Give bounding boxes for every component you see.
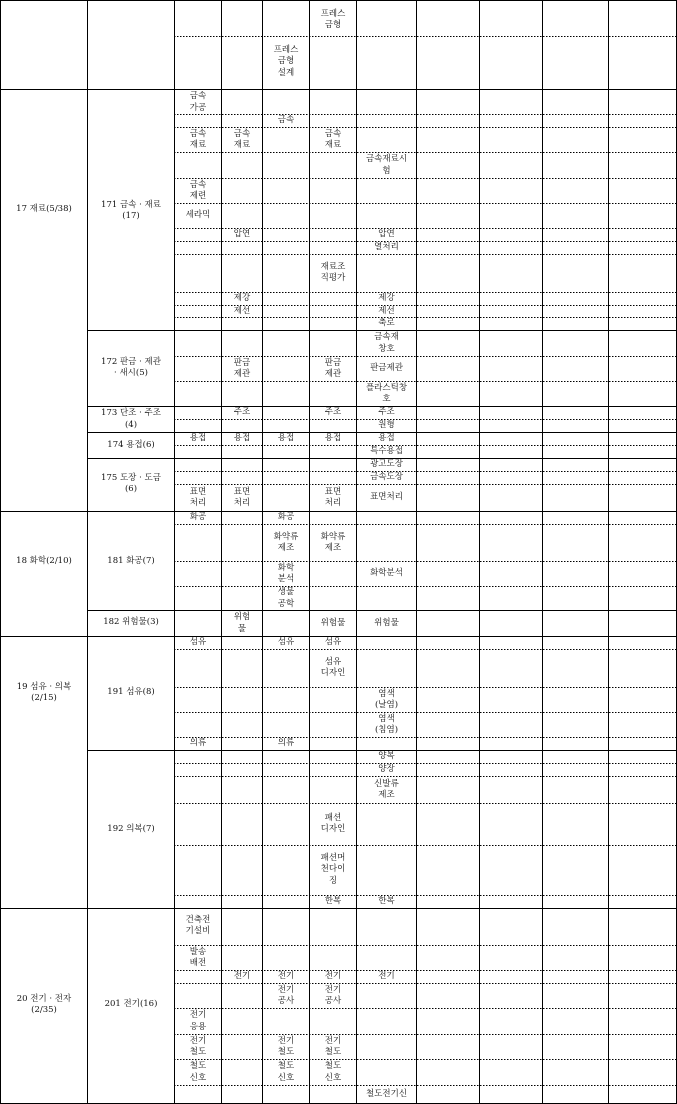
table-cell: 광고도장	[370, 459, 403, 470]
table-cell: 화학 분석	[277, 562, 295, 584]
table-cell: 표면 처리	[324, 486, 342, 508]
table-cell: 철도 신호	[277, 1061, 295, 1083]
table-cell: 재료조 직평가	[320, 261, 346, 283]
table-cell: 섬유	[189, 637, 207, 648]
table-cell: 의류	[189, 738, 207, 749]
table-cell: 금속 재료	[324, 128, 342, 150]
table-cell: 특수용접	[370, 446, 403, 457]
table-cell: 용접	[189, 433, 207, 444]
table-cell: 용접	[378, 433, 395, 444]
table-cell: 프레스 금형	[320, 8, 346, 30]
table-cell: 전기	[324, 971, 342, 982]
table-cell: 표면 처리	[189, 486, 207, 508]
table-cell: 프레스 금형 설계	[273, 44, 299, 78]
table-cell: 섬유 디자인	[320, 656, 346, 678]
table-cell: 주조	[324, 407, 342, 418]
table-cell: 생물 공학	[277, 587, 295, 609]
table-cell: 표면처리	[370, 492, 403, 503]
table-cell: 전기	[277, 971, 295, 982]
table-cell: 용접	[233, 433, 251, 444]
table-cell: 양장	[378, 764, 395, 775]
table-cell: 화약류 제조	[273, 531, 299, 553]
table-cell: 한복	[324, 896, 342, 907]
table-cell: 판금 제관	[324, 357, 342, 379]
table-cell: 염색 (침염)	[374, 713, 399, 735]
subcategory-label: 173 단조 · 주조 (4)	[101, 408, 161, 430]
table-cell: 축로	[378, 318, 395, 329]
table-cell: 주조	[378, 407, 395, 418]
table-cell: 금속 제련	[189, 179, 207, 201]
table-cell: 전기 공사	[277, 984, 295, 1006]
subcategory-label: 181 화공(7)	[107, 556, 155, 567]
subcategory-label: 201 전기(16)	[104, 999, 158, 1010]
table-cell: 건축전 기설비	[185, 914, 211, 936]
table-cell: 신발류 제조	[374, 778, 399, 800]
subcategory-label: 192 의복(7)	[107, 824, 155, 835]
table-cell: 전기 철도	[189, 1035, 207, 1057]
table-cell: 용접	[324, 433, 342, 444]
table-cell: 플라스틱창 호	[365, 382, 408, 404]
table-cell: 화공	[277, 512, 295, 523]
table-cell: 패션 디자인	[320, 812, 346, 834]
subcategory-label: 175 도장 · 도금 (6)	[101, 472, 161, 494]
table-cell: 금속 재료	[189, 128, 207, 150]
table-cell: 전기 철도	[277, 1035, 295, 1057]
category-label: 18 화학(2/10)	[16, 556, 72, 567]
table-cell: 용접	[277, 433, 295, 444]
table-cell: 금속	[277, 115, 295, 126]
table-cell: 발송 배전	[189, 946, 207, 968]
table-cell: 철도전기신	[365, 1088, 408, 1099]
category-label: 20 전기 · 전자 (2/35)	[16, 993, 72, 1015]
table-cell: 화공	[189, 512, 207, 523]
table-cell: 판금 제관	[233, 357, 251, 379]
table-cell: 금속재 창호	[374, 332, 399, 354]
table-cell: 압연	[233, 229, 251, 240]
table-cell: 제선	[378, 306, 395, 316]
table-cell: 의류	[277, 738, 295, 749]
table-cell: 전기 응용	[189, 1010, 207, 1032]
table-cell: 위험 물	[233, 612, 251, 634]
table-cell: 원형	[378, 420, 395, 431]
table-cell: 제강	[378, 293, 395, 304]
table-cell: 철도 신호	[189, 1061, 207, 1083]
table-cell: 철도 신호	[324, 1061, 342, 1083]
table-cell: 위험물	[320, 617, 346, 628]
table-cell: 전기 철도	[324, 1035, 342, 1057]
table-cell: 금속 가공	[189, 91, 207, 113]
table-cell: 주조	[233, 407, 251, 418]
table-cell: 제강	[233, 293, 251, 304]
table-cell: 전기	[233, 971, 251, 982]
table-cell: 섬유	[324, 637, 342, 648]
table-cell: 제선	[233, 306, 251, 316]
table-cell: 판금제관	[370, 363, 403, 374]
table-cell: 전기	[378, 971, 395, 982]
table-cell: 화약류 제조	[320, 531, 346, 553]
table-cell: 섬유	[277, 637, 295, 648]
table-cell: 세라믹	[185, 210, 211, 221]
table-cell: 위험물	[374, 617, 399, 628]
table-cell: 전기 공사	[324, 984, 342, 1006]
subcategory-label: 182 위험물(3)	[103, 617, 159, 628]
table-cell: 금속도장	[370, 472, 403, 483]
table-cell: 열처리	[374, 242, 399, 253]
category-label: 17 재료(5/38)	[16, 204, 72, 215]
table-cell: 화학분석	[370, 568, 403, 579]
category-label: 19 섬유 · 의복 (2/15)	[16, 681, 72, 703]
subcategory-label: 171 금속 · 재료 (17)	[101, 199, 161, 221]
table-cell: 표면 처리	[233, 486, 251, 508]
table-cell: 금속재료시 험	[365, 154, 408, 176]
table-cell: 금속 재료	[233, 128, 251, 150]
table-cell: 한복	[378, 896, 395, 907]
table-cell: 염색 (날염)	[374, 688, 399, 710]
subcategory-label: 172 판금 · 제관 · 새시(5)	[101, 356, 161, 378]
table-cell: 패션머 천다이 징	[320, 852, 346, 886]
subcategory-label: 191 섬유(8)	[107, 687, 155, 698]
table-cell: 압연	[378, 229, 395, 240]
table-cell: 양복	[378, 751, 395, 762]
subcategory-label: 174 용접(6)	[107, 440, 155, 451]
